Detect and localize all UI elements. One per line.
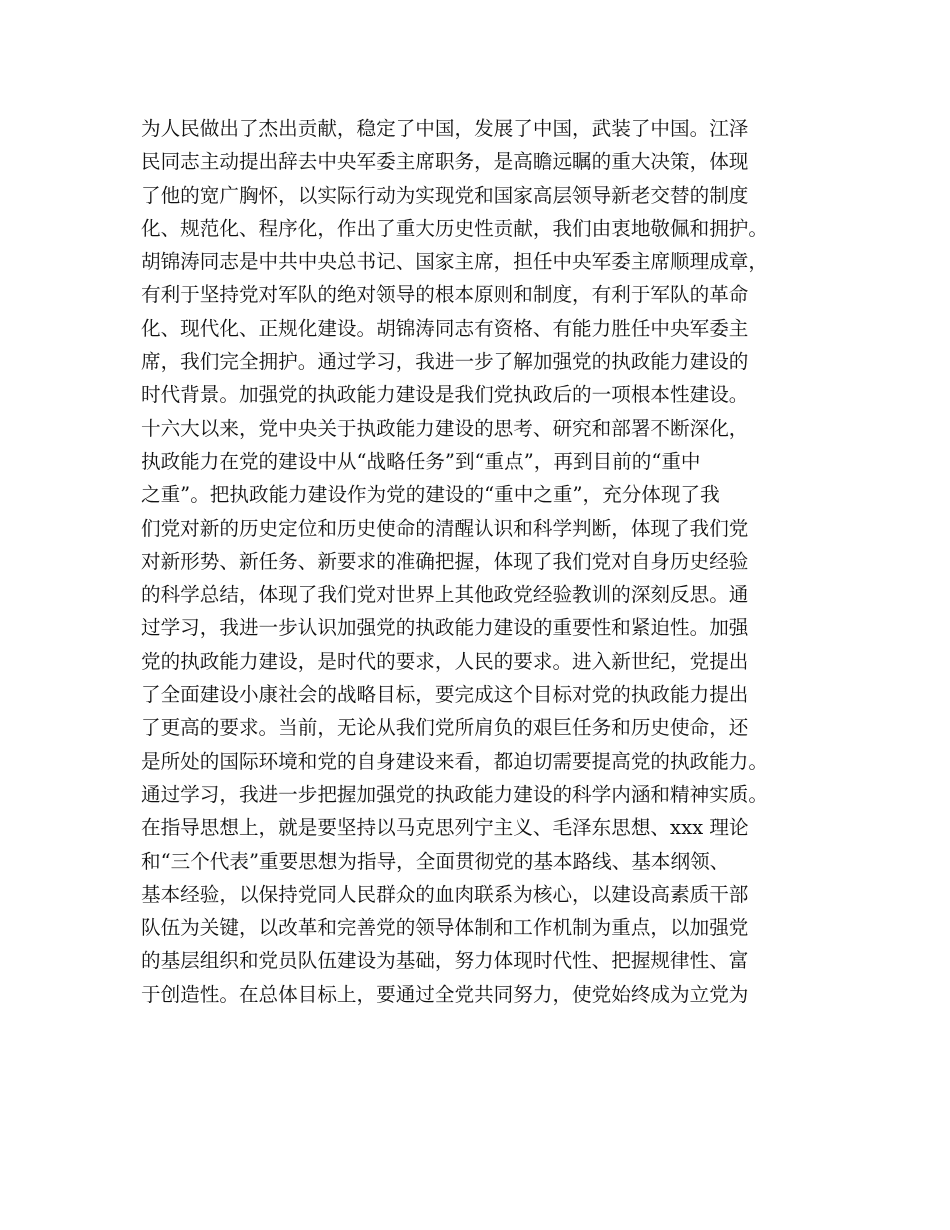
text-line: 队伍为关键，以改革和完善党的领导体制和工作机制为重点，以加强党 [141,916,749,940]
text-line: 在指导思想上，就是要坚持以马克思列宁主义、毛泽东思想、xxx 理论 [141,816,749,840]
text-line: 十六大以来，党中央关于执政能力建设的思考、研究和部署不断深化， [141,416,749,440]
text-line: 有利于坚持党对军队的绝对领导的根本原则和制度，有利于军队的革命 [141,283,749,307]
text-line: 基本经验，以保持党同人民群众的血肉联系为核心，以建设高素质干部 [141,882,749,906]
text-line: 民同志主动提出辞去中央军委主席职务，是高瞻远瞩的重大决策，体现 [141,150,749,174]
text-line: 的基层组织和党员队伍建设为基础，努力体现时代性、把握规律性、富 [141,949,749,973]
text-line: 化、规范化、程序化，作出了重大历史性贡献，我们由衷地敬佩和拥护。 [141,216,768,240]
text-line: 们党对新的历史定位和历史使命的清醒认识和科学判断，体现了我们党 [141,516,749,540]
text-line: 胡锦涛同志是中共中央总书记、国家主席，担任中央军委主席顺理成章， [141,250,768,274]
text-line: 席，我们完全拥护。通过学习，我进一步了解加强党的执政能力建设的 [141,350,749,374]
text-line: 了全面建设小康社会的战略目标，要完成这个目标对党的执政能力提出 [141,683,749,707]
text-line: 是所处的国际环境和党的自身建设来看，都迫切需要提高党的执政能力。 [141,749,768,773]
text-line: 党的执政能力建设，是时代的要求，人民的要求。进入新世纪，党提出 [141,649,749,673]
text-line: 时代背景。加强党的执政能力建设是我们党执政后的一项根本性建设。 [141,383,749,407]
text-line: 通过学习，我进一步把握加强党的执政能力建设的科学内涵和精神实质。 [141,782,768,806]
text-line: 于创造性。在总体目标上，要通过全党共同努力，使党始终成为立党为 [141,982,749,1006]
text-line: 之重”。把执政能力建设作为党的建设的“重中之重”，充分体现了我 [141,483,720,507]
text-line: 了他的宽广胸怀，以实际行动为实现党和国家高层领导新老交替的制度 [141,183,749,207]
text-line: 为人民做出了杰出贡献，稳定了中国，发展了中国，武装了中国。江泽 [141,117,749,140]
text-line: 和“三个代表”重要思想为指导，全面贯彻党的基本路线、基本纲领、 [141,849,730,873]
text-line: 执政能力在党的建设中从“战略任务”到“重点”，再到目前的“重中 [141,449,701,473]
text-line: 的科学总结，体现了我们党对世界上其他政党经验教训的深刻反思。通 [141,583,749,607]
body-text [141,112,831,1011]
text-line: 过学习，我进一步认识加强党的执政能力建设的重要性和紧迫性。加强 [141,616,749,640]
text-line: 对新形势、新任务、新要求的准确把握，体现了我们党对自身历史经验 [141,549,749,573]
text-line: 了更高的要求。当前，无论从我们党所肩负的艰巨任务和历史使命，还 [141,716,749,740]
text-line: 化、现代化、正规化建设。胡锦涛同志有资格、有能力胜任中央军委主 [141,316,749,340]
